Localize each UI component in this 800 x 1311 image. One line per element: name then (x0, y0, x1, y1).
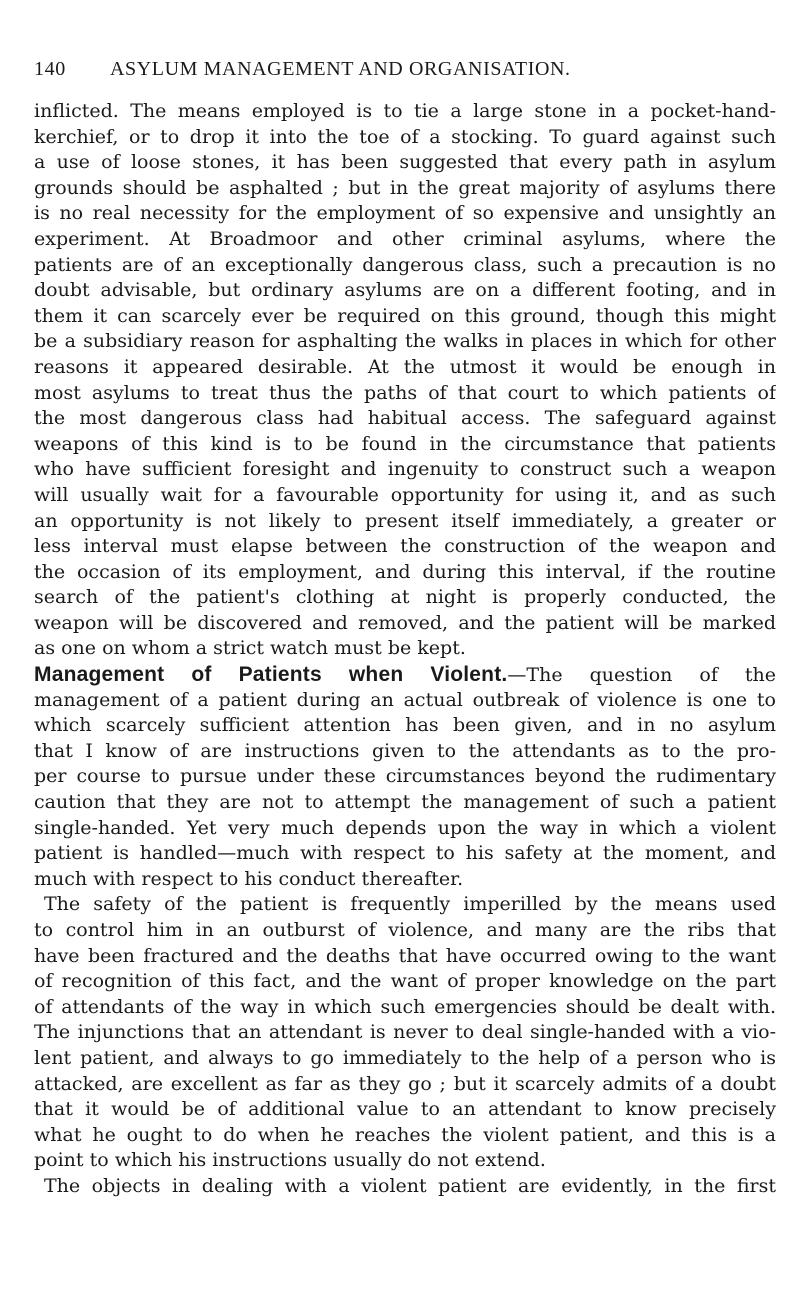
text-line: grounds should be asphalted ; but in the great majority of asylums there (34, 176, 776, 199)
text-line: doubt advisable, but ordinary asylums are on a different footing, and in (34, 279, 776, 302)
text-line: that I know of are instructions given to the attendants as to the pro- (34, 739, 776, 762)
heading-continuation: —The question of the (507, 664, 776, 687)
text-line: to control him in an outburst of violence, and many are the ribs that (34, 919, 776, 941)
text-line: a use of loose stones, it has been suggested that every path in asylum (34, 151, 776, 174)
text-line: per course to pursue under these circumstances beyond the rudimentary (34, 765, 776, 788)
text-line: reasons it appeared desirable. At the utmost it would be enough in (34, 355, 776, 378)
text-line: that it would be of additional value to an attendant to know precisely (34, 1098, 776, 1121)
text-line: which scarcely sufficient attention has been given, and in no asylum (34, 714, 776, 737)
text-line: of attendants of the way in which such emergencies should be dealt with. (34, 995, 776, 1018)
text-line: will usually wait for a favourable opportunity for using it, and as such (34, 483, 776, 506)
text-line: patient is handled—much with respect to his safety at the moment, and (34, 842, 776, 865)
text-line: The safety of the patient is frequently imperilled by the means used (44, 893, 776, 916)
section-heading-line (34, 662, 776, 688)
section-heading: Management of Patients when Violent. (34, 663, 508, 687)
text-line: who have sufficient foresight and ingenuity to construct such a weapon (34, 458, 776, 481)
page-header (34, 58, 774, 92)
text-line: weapon will be discovered and removed, and the patient will be marked (34, 611, 776, 634)
running-title: ASYLUM MANAGEMENT AND ORGANISATION. (110, 58, 571, 80)
text-line: search of the patient's clothing at night is properly conducted, the (34, 586, 776, 609)
text-line: as one on whom a strict watch must be kept. (34, 637, 466, 660)
text-line: kerchief, or to drop it into the toe of a stocking. To guard against such (34, 125, 776, 148)
text-line: The injunctions that an attendant is never to deal single-handed with a vio- (34, 1021, 776, 1044)
text-line: what he ought to do when he reaches the violent patient, and this is a (34, 1123, 776, 1146)
text-line: caution that they are not to attempt the management of such a patient (34, 791, 776, 814)
text-line: have been fractured and the deaths that have occurred owing to the want (34, 944, 776, 967)
text-line: management of a patient during an actual outbreak of violence is one to (34, 688, 776, 711)
text-line: lent patient, and always to go immediately to the help of a person who is (34, 1046, 776, 1069)
text-line: The objects in dealing with a violent patient are evidently, in the first (44, 1174, 776, 1197)
text-line: an opportunity is not likely to present itself immediately, a greater or (34, 509, 776, 532)
paragraph-2 (34, 662, 776, 892)
text-line: experiment. At Broadmoor and other criminal asylums, where the (34, 227, 776, 250)
text-line: the most dangerous class had habitual access. The safeguard against (34, 407, 776, 430)
text-line: less interval must elapse between the construction of the weapon and (34, 535, 776, 558)
text-line: patients are of an exceptionally dangerous class, such a precaution is no (34, 253, 776, 276)
text-line: point to which his instructions usually do not extend. (34, 1149, 546, 1172)
text-line: weapons of this kind is to be found in the circumstance that patients (34, 432, 776, 455)
page-number: 140 (34, 58, 66, 80)
text-line: is no real necessity for the employment of so expensive and unsightly an (34, 202, 776, 225)
text-line: much with respect to his conduct thereafter. (34, 867, 464, 890)
paragraph-4 (34, 1174, 776, 1200)
text-line: them it can scarcely ever be required on this ground, though this might (34, 304, 776, 327)
text-line: most asylums to treat thus the paths of that court to which patients of (34, 381, 776, 404)
body-text (34, 99, 776, 1200)
text-line: the occasion of its employment, and during this interval, if the routine (34, 560, 776, 583)
text-line: be a subsidiary reason for asphalting the walks in places in which for other (34, 330, 776, 353)
paragraph-3 (34, 892, 776, 1174)
text-line: single-handed. Yet very much depends upon the way in which a violent (34, 816, 776, 839)
text-line: attacked, are excellent as far as they go ; but it scarcely admits of a doubt (34, 1072, 776, 1095)
text-line: of recognition of this fact, and the want of proper knowledge on the part (34, 970, 776, 993)
text-line: inflicted. The means employed is to tie a large stone in a pocket-hand- (34, 100, 776, 122)
paragraph-1 (34, 99, 776, 662)
